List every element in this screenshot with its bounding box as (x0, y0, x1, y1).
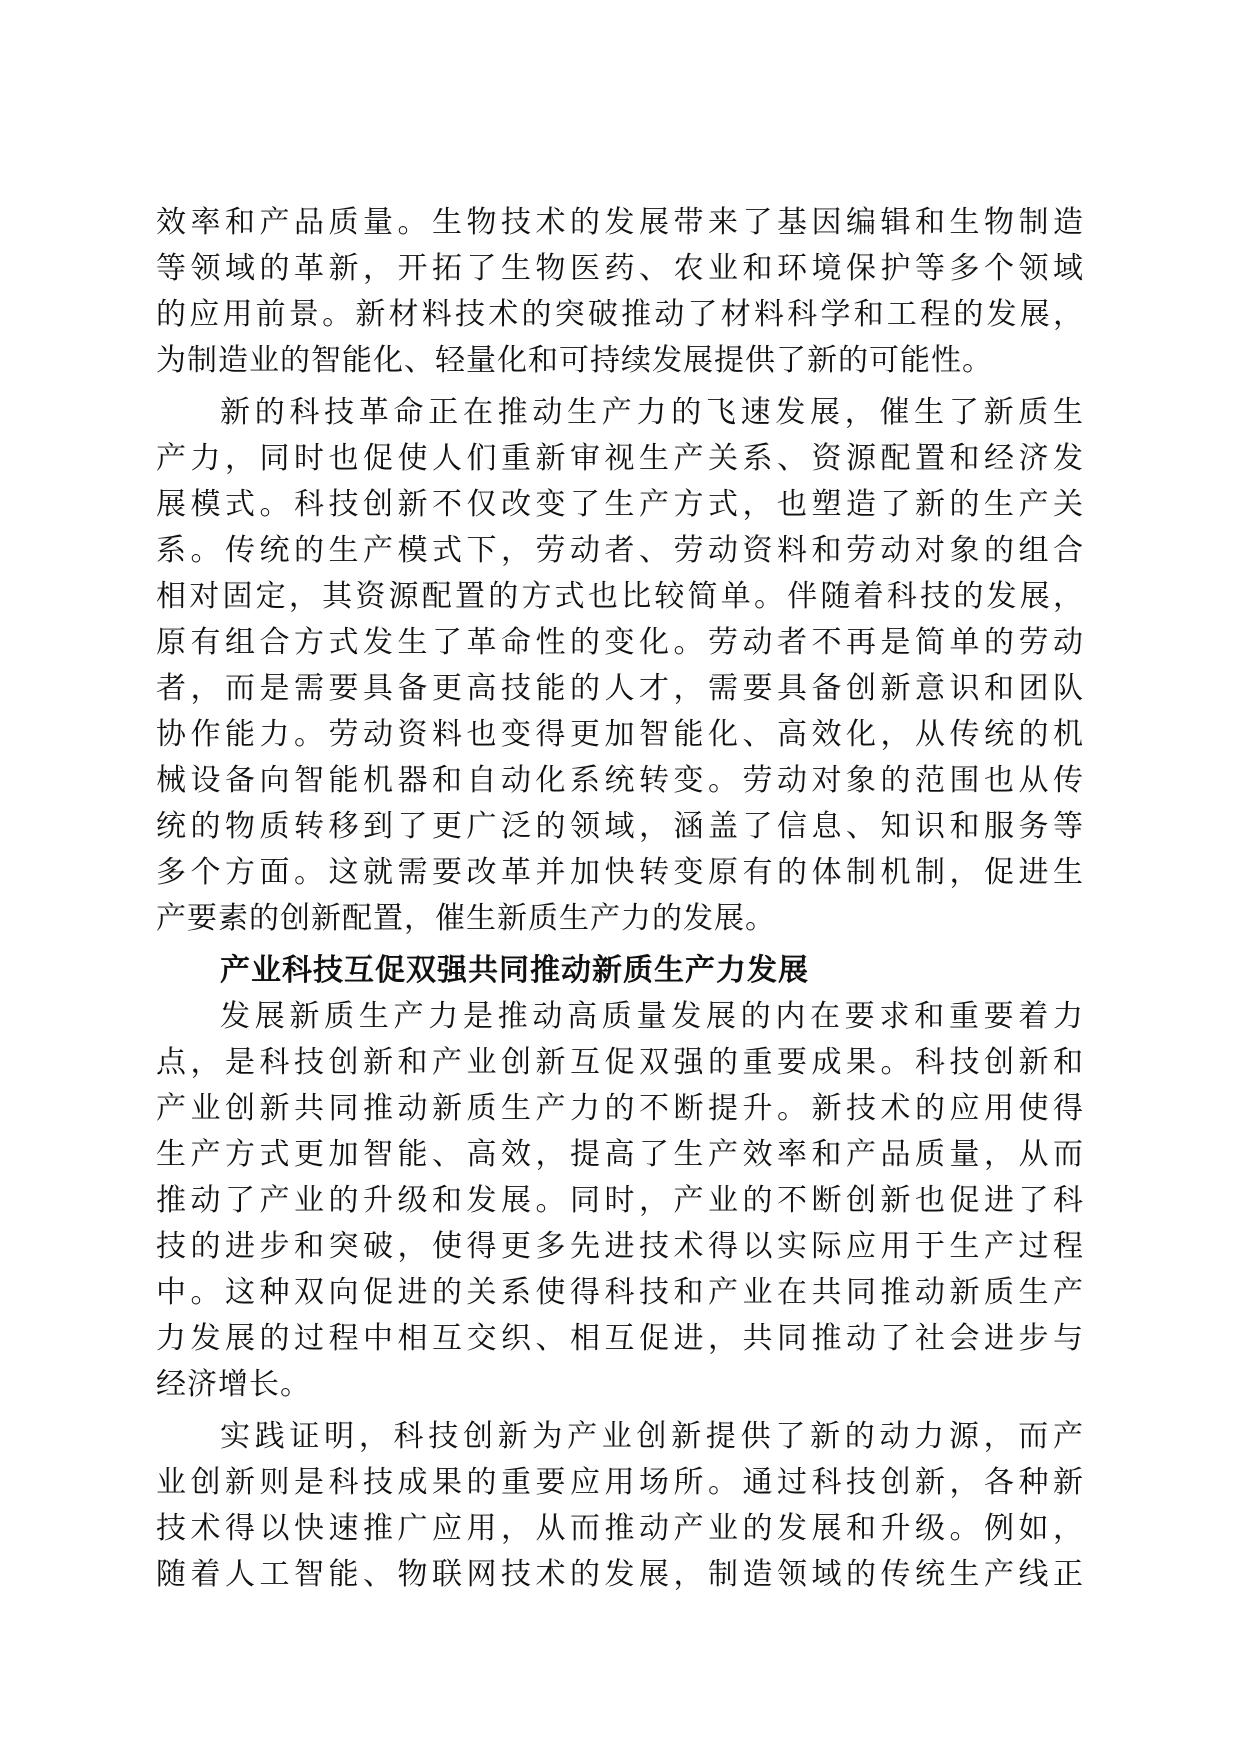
text-line: 多个方面。这就需要改革并加快转变原有的体制机制，促进生 (156, 855, 1084, 890)
section-heading: 产业科技互促双强共同推动新质生产力发展 (220, 953, 809, 988)
text-line: 展模式。科技创新不仅改变了生产方式，也塑造了新的生产关 (156, 487, 1084, 522)
text-line: 生产方式更加智能、高效，提高了生产效率和产品质量，从而 (156, 1137, 1084, 1172)
text-line: 中。这种双向促进的关系使得科技和产业在共同推动新质生产 (156, 1275, 1084, 1310)
text-line: 经济增长。 (156, 1367, 311, 1402)
text-line: 的应用前景。新材料技术的突破推动了材料科学和工程的发展， (156, 297, 1084, 332)
paragraph-2 (156, 390, 1084, 942)
text-line: 产要素的创新配置，催生新质生产力的发展。 (156, 901, 776, 936)
text-line: 产业创新共同推动新质生产力的不断提升。新技术的应用使得 (156, 1091, 1084, 1126)
text-line: 原有组合方式发生了革命性的变化。劳动者不再是简单的劳动 (156, 625, 1084, 660)
text-line: 为制造业的智能化、轻量化和可持续发展提供了新的可能性。 (156, 343, 993, 378)
text-line: 协作能力。劳动资料也变得更加智能化、高效化，从传统的机 (156, 717, 1084, 752)
text-line: 点，是科技创新和产业创新互促双强的重要成果。科技创新和 (156, 1045, 1084, 1080)
text-line: 械设备向智能机器和自动化系统转变。劳动对象的范围也从传 (156, 763, 1084, 798)
text-line: 随着人工智能、物联网技术的发展，制造领域的传统生产线正 (156, 1557, 1084, 1592)
text-line: 实践证明，科技创新为产业创新提供了新的动力源，而产 (220, 1419, 1084, 1454)
text-line: 技的进步和突破，使得更多先进技术得以实际应用于生产过程 (156, 1229, 1084, 1264)
text-line: 系。传统的生产模式下，劳动者、劳动资料和劳动对象的组合 (156, 533, 1084, 568)
text-line: 技术得以快速推广应用，从而推动产业的发展和升级。例如， (156, 1511, 1084, 1546)
text-line: 统的物质转移到了更广泛的领域，涵盖了信息、知识和服务等 (156, 809, 1084, 844)
text-line: 相对固定，其资源配置的方式也比较简单。伴随着科技的发展， (156, 579, 1084, 614)
text-line: 者，而是需要具备更高技能的人才，需要具备创新意识和团队 (156, 671, 1084, 706)
text-line: 效率和产品质量。生物技术的发展带来了基因编辑和生物制造 (156, 205, 1084, 240)
text-line: 发展新质生产力是推动高质量发展的内在要求和重要着力 (220, 999, 1084, 1034)
text-line: 产力，同时也促使人们重新审视生产关系、资源配置和经济发 (156, 441, 1084, 476)
text-line: 力发展的过程中相互交织、相互促进，共同推动了社会进步与 (156, 1321, 1084, 1356)
text-line: 等领域的革新，开拓了生物医药、农业和环境保护等多个领域 (156, 251, 1084, 286)
document-page (156, 200, 1084, 1598)
paragraph-1 (156, 200, 1084, 384)
paragraph-3 (156, 994, 1084, 1408)
paragraph-4 (156, 1414, 1084, 1598)
text-line: 推动了产业的升级和发展。同时，产业的不断创新也促进了科 (156, 1183, 1084, 1218)
text-line: 业创新则是科技成果的重要应用场所。通过科技创新，各种新 (156, 1465, 1084, 1500)
text-line: 新的科技革命正在推动生产力的飞速发展，催生了新质生 (220, 395, 1084, 430)
